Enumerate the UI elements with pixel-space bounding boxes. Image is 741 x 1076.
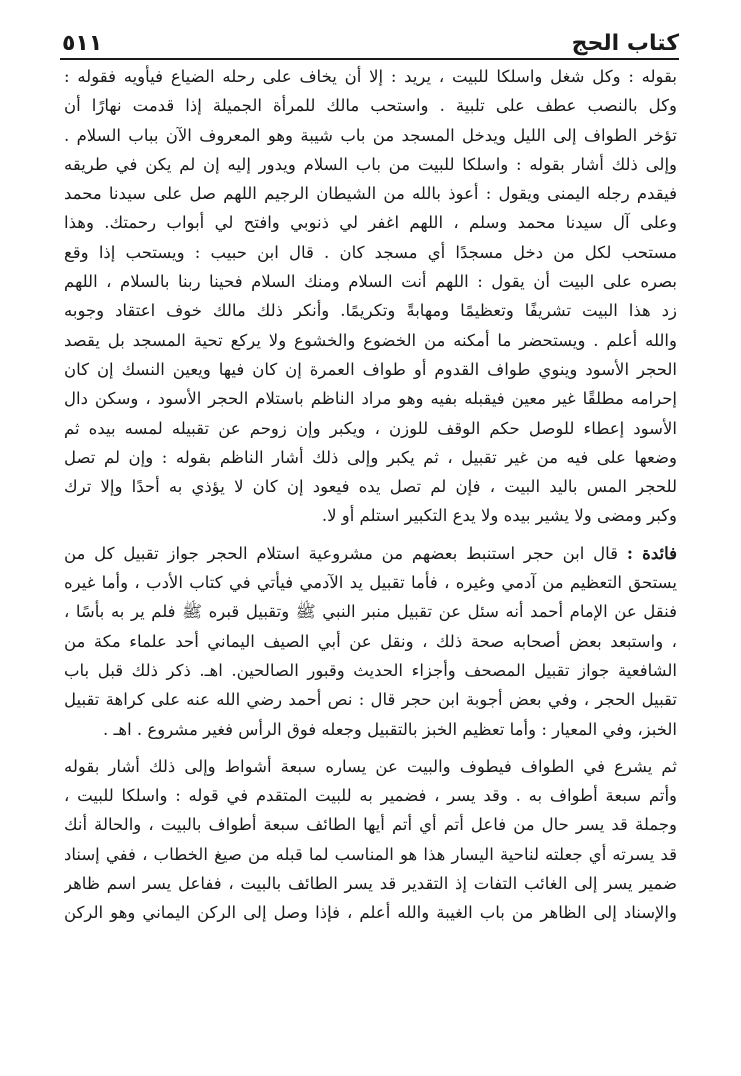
text-line bbox=[64, 539, 677, 568]
page-header bbox=[62, 22, 679, 56]
text-line: ثم يشرع في الطواف فيطوف والبيت عن يساره سبعة أشواط وإلى ذلك أشار بقوله bbox=[64, 756, 677, 776]
header-divider bbox=[60, 58, 679, 60]
text-line: ضمير يسر إلى الغائب التفات إذ التقدير قد يسر الطائف بالبيت ، ففاعل يسر اسم ظاهر bbox=[64, 874, 677, 894]
note-first-line: قال ابن حجر استنبط بعضهم من مشروعية استلام الحجر جواز تقبيل كل من bbox=[64, 543, 619, 563]
text-line: فنقل عن الإمام أحمد أنه سئل عن تقبيل منبر النبي ﷺ وتقبيل قبره ﷺ فلم ير به بأسًا ، bbox=[64, 602, 677, 622]
text-line: فيقدم رجله اليمنى ويقول : أعوذ بالله من الشيطان الرجيم اللهم صل على سيدنا محمد bbox=[64, 184, 677, 204]
text-line: الخبز، وفي المعيار : وأما تعظيم الخبز بالتقبيل وجعله فوق الرأس فغير مشروع . اهـ . bbox=[103, 719, 677, 739]
text-line: والإسناد إلى الظاهر من باب الغيبة والله أعلم ، فإذا وصل إلى الركن اليماني وهو الركن bbox=[64, 903, 677, 923]
text-line: إحرامه مطلقًا غير معين فيقبله بفيه وهو مراد الناظم باستلام الحجر الأسود ، وسكن دال bbox=[64, 389, 677, 409]
text-line: وجملة قد يسر حال من فاعل أتم أي أتم أيها الطائف سبعة أطواف بالبيت ، والحالة أنك bbox=[64, 815, 677, 835]
paragraph-gap bbox=[64, 744, 677, 752]
paragraph-3 bbox=[64, 752, 677, 928]
page-number: ٥١١ bbox=[62, 31, 103, 56]
text-line: الحجر الأسود وينوي طواف القدوم أو طواف العمرة إن كان فيها ويعين النسك إن كان bbox=[64, 359, 677, 379]
body-text bbox=[64, 62, 677, 928]
text-line: وأتم سبعة أطواف به . وقد يسر ، فضمير به للبيت المتقدم في قوله : واسلكا للبيت ، bbox=[64, 786, 677, 806]
text-line: الأسود إعطاء للوصل حكم الوقف للوزن ، ويكبر وإن زوحم عن تقبيله لمسه بيده ثم bbox=[64, 418, 677, 438]
text-line: مستحب لكل من دخل مسجدًا أي مسجد كان . قال ابن حبيب : ويستحب إذا وقع bbox=[64, 242, 677, 262]
text-line: بقوله : وكل شغل واسلكا للبيت ، يريد : إلا أن يخاف على رحله الضياع فيأويه فقوله : bbox=[64, 67, 677, 86]
text-line: وإلى ذلك أشار بقوله : واسلكا للبيت من باب السلام ويدور إليه إن لم يكن في طريقه bbox=[64, 154, 677, 174]
text-line: وكل بالنصب عطف على تلبية . واستحب مالك للمرأة الجميلة إذا قدمت نهارًا أن bbox=[64, 96, 677, 116]
text-line: والله أعلم . ويستحضر ما أمكنه من الخضوع والخشوع ولا يركع تحية المسجد بل يقصد bbox=[64, 330, 677, 350]
text-line: للحجر المس باليد البيت ، فإن لم تصل يده فيعود إن كان لا يؤذي به أحدًا وإلا ترك bbox=[64, 477, 677, 497]
text-line: بصره على البيت أن يقول : اللهم أنت السلام ومنك السلام فحينا ربنا بالسلام ، اللهم bbox=[64, 272, 677, 292]
text-line: يستحق التعظيم من آدمي وغيره ، فأما تقبيل يد الآدمي فيأتي في كتاب الأدب ، وأما غيره bbox=[64, 573, 677, 593]
note-label: فائدة : bbox=[626, 543, 677, 563]
text-line: تقبيل الحجر ، وفي بعض أجوبة ابن حجر قال : نص أحمد رضي الله عنه على كراهة تقبيل bbox=[64, 690, 677, 710]
paragraph-2-note bbox=[64, 539, 677, 744]
text-line: تؤخر الطواف إلى الليل ويدخل المسجد من باب شيبة وهو المعروف الآن بباب السلام . bbox=[64, 125, 677, 145]
text-line: قد يسرته أي جعلته لناحية اليسار هذا هو المناسب لما قبله من صيغ الخطاب ، ففي إسناد bbox=[64, 844, 677, 864]
text-line: وعلى آل سيدنا محمد وسلم ، اللهم اغفر لي ذنوبي وافتح لي أبواب رحمتك. وهذا bbox=[64, 213, 677, 233]
text-line: ، واستبعد بعض أصحابه صحة ذلك ، ونقل عن أبي الصيف اليماني أحد علماء مكة من bbox=[64, 631, 677, 651]
paragraph-1 bbox=[64, 62, 677, 531]
text-line: زد هذا البيت تشريفًا وتعظيمًا ومهابةً وتكريمًا. وأنكر ذلك مالك خوف اعتقاد وجوبه bbox=[64, 301, 677, 321]
text-line: الشافعية جواز تقبيل المصحف وأجزاء الحديث وقبور الصالحين. اهـ. ذكر ذلك قبل باب bbox=[64, 660, 677, 680]
text-line: وكبر ومضى ولا يشير بيده ولا يدع التكبير استلم أو لا. bbox=[321, 506, 677, 526]
text-line: وضعها على فيه من غير تقبيل ، ثم يكبر وإلى ذلك أشار الناظم بقوله : وإن لم تصل bbox=[64, 447, 677, 467]
running-title: كتاب الحج bbox=[571, 31, 679, 56]
paragraph-gap bbox=[64, 531, 677, 539]
